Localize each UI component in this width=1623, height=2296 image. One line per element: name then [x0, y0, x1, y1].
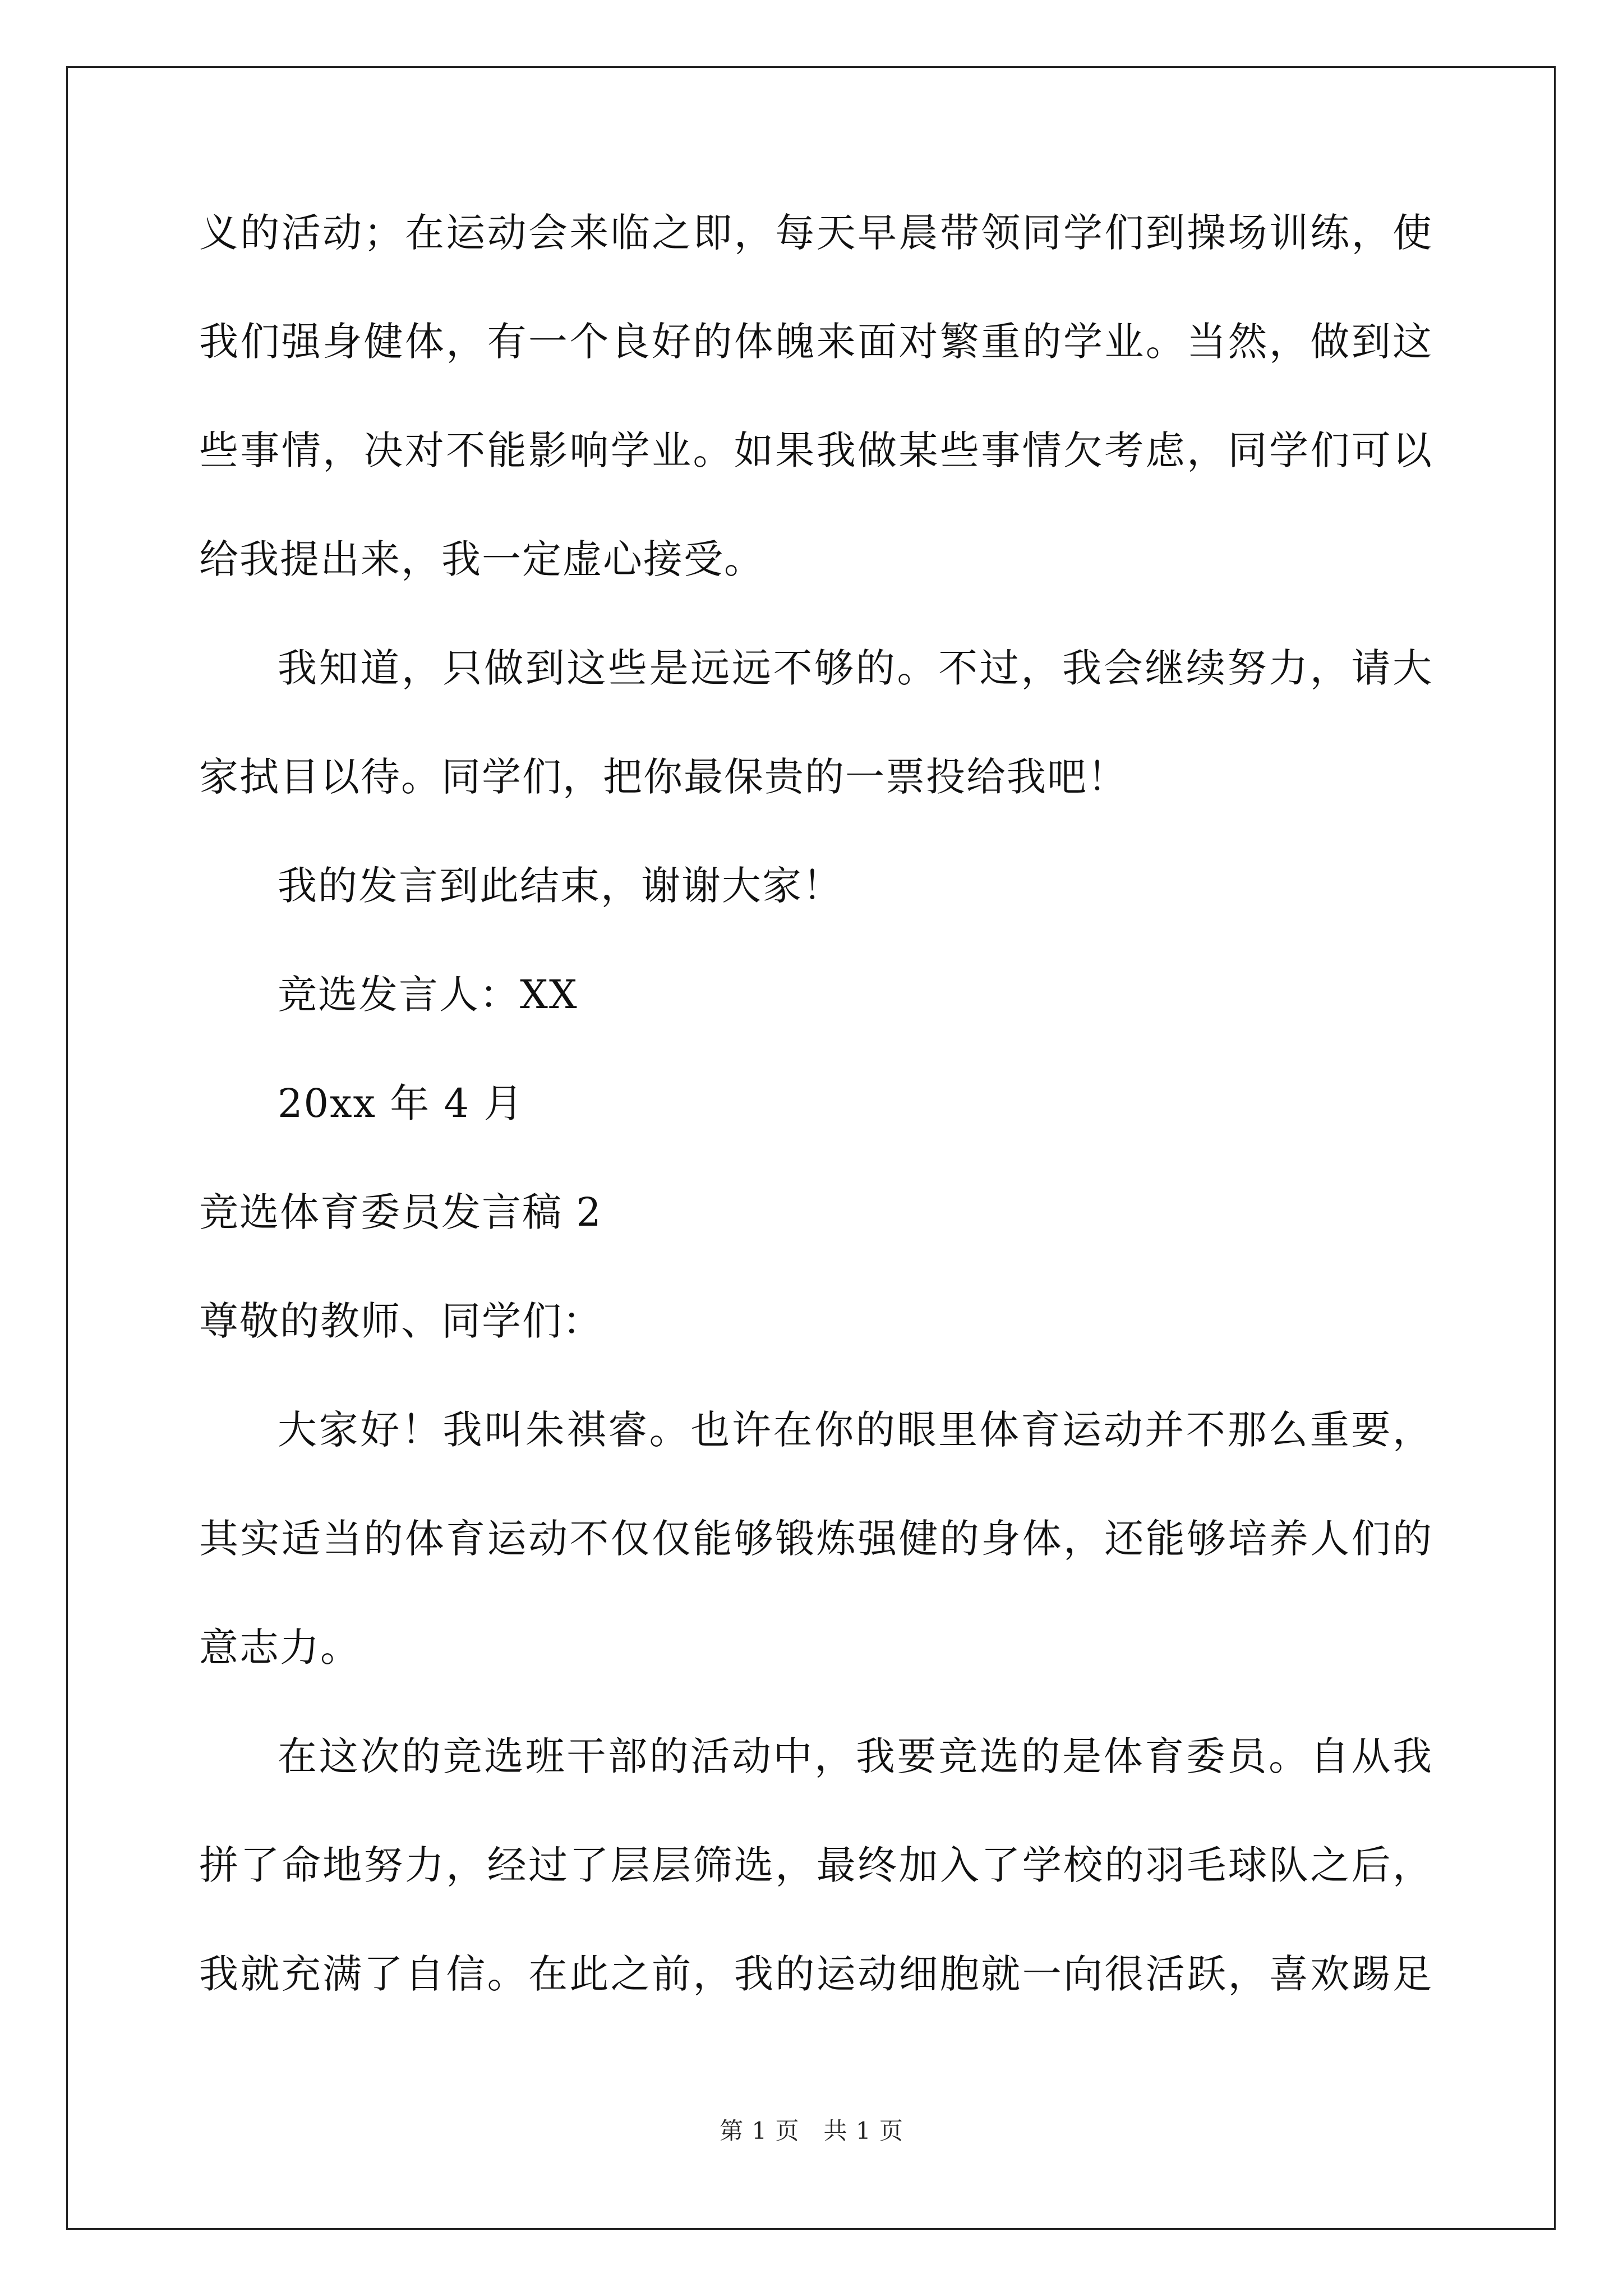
date-line: 20xx 年 4 月 [278, 1080, 524, 1126]
paragraph-line: 在这次的竞选班干部的活动中，我要竞选的是体育委员。自从我 [278, 1733, 1433, 1779]
page-footer: 第 1 页 共 1 页 [720, 2117, 903, 2145]
paragraph-line: 拼了命地努力，经过了层层筛选，最终加入了学校的羽毛球队之后， [199, 1842, 1433, 1888]
paragraph-line: 我就充满了自信。在此之前，我的运动细胞就一向很活跃，喜欢踢足 [199, 1951, 1433, 1997]
paragraph-line: 其实适当的体育运动不仅仅能够锻炼强健的身体，还能够培养人们的 [199, 1516, 1433, 1562]
paragraph-line: 些事情，决对不能影响学业。如果我做某些事情欠考虑，同学们可以 [199, 427, 1433, 473]
paragraph-line: 大家好！我叫朱祺睿。也许在你的眼里体育运动并不那么重要， [278, 1407, 1433, 1453]
paragraph-line: 意志力。 [199, 1625, 361, 1671]
paragraph-line: 义的活动；在运动会来临之即，每天早晨带领同学们到操场训练，使 [199, 210, 1433, 256]
paragraph-line: 家拭目以待。同学们，把你最保贵的一票投给我吧！ [199, 754, 1128, 800]
signature-line: 竞选发言人：XX [278, 972, 578, 1018]
section-title: 竞选体育委员发言稿 2 [199, 1189, 602, 1235]
paragraph-line: 我知道，只做到这些是远远不够的。不过，我会继续努力，请大 [278, 645, 1433, 691]
closing-line: 我的发言到此结束，谢谢大家！ [278, 863, 843, 909]
paragraph-line: 给我提出来，我一定虚心接受。 [199, 536, 764, 582]
paragraph-line: 我们强身健体，有一个良好的体魄来面对繁重的学业。当然，做到这 [199, 319, 1433, 365]
salutation: 尊敬的教师、同学们： [199, 1298, 603, 1344]
page-border [66, 66, 1556, 2230]
